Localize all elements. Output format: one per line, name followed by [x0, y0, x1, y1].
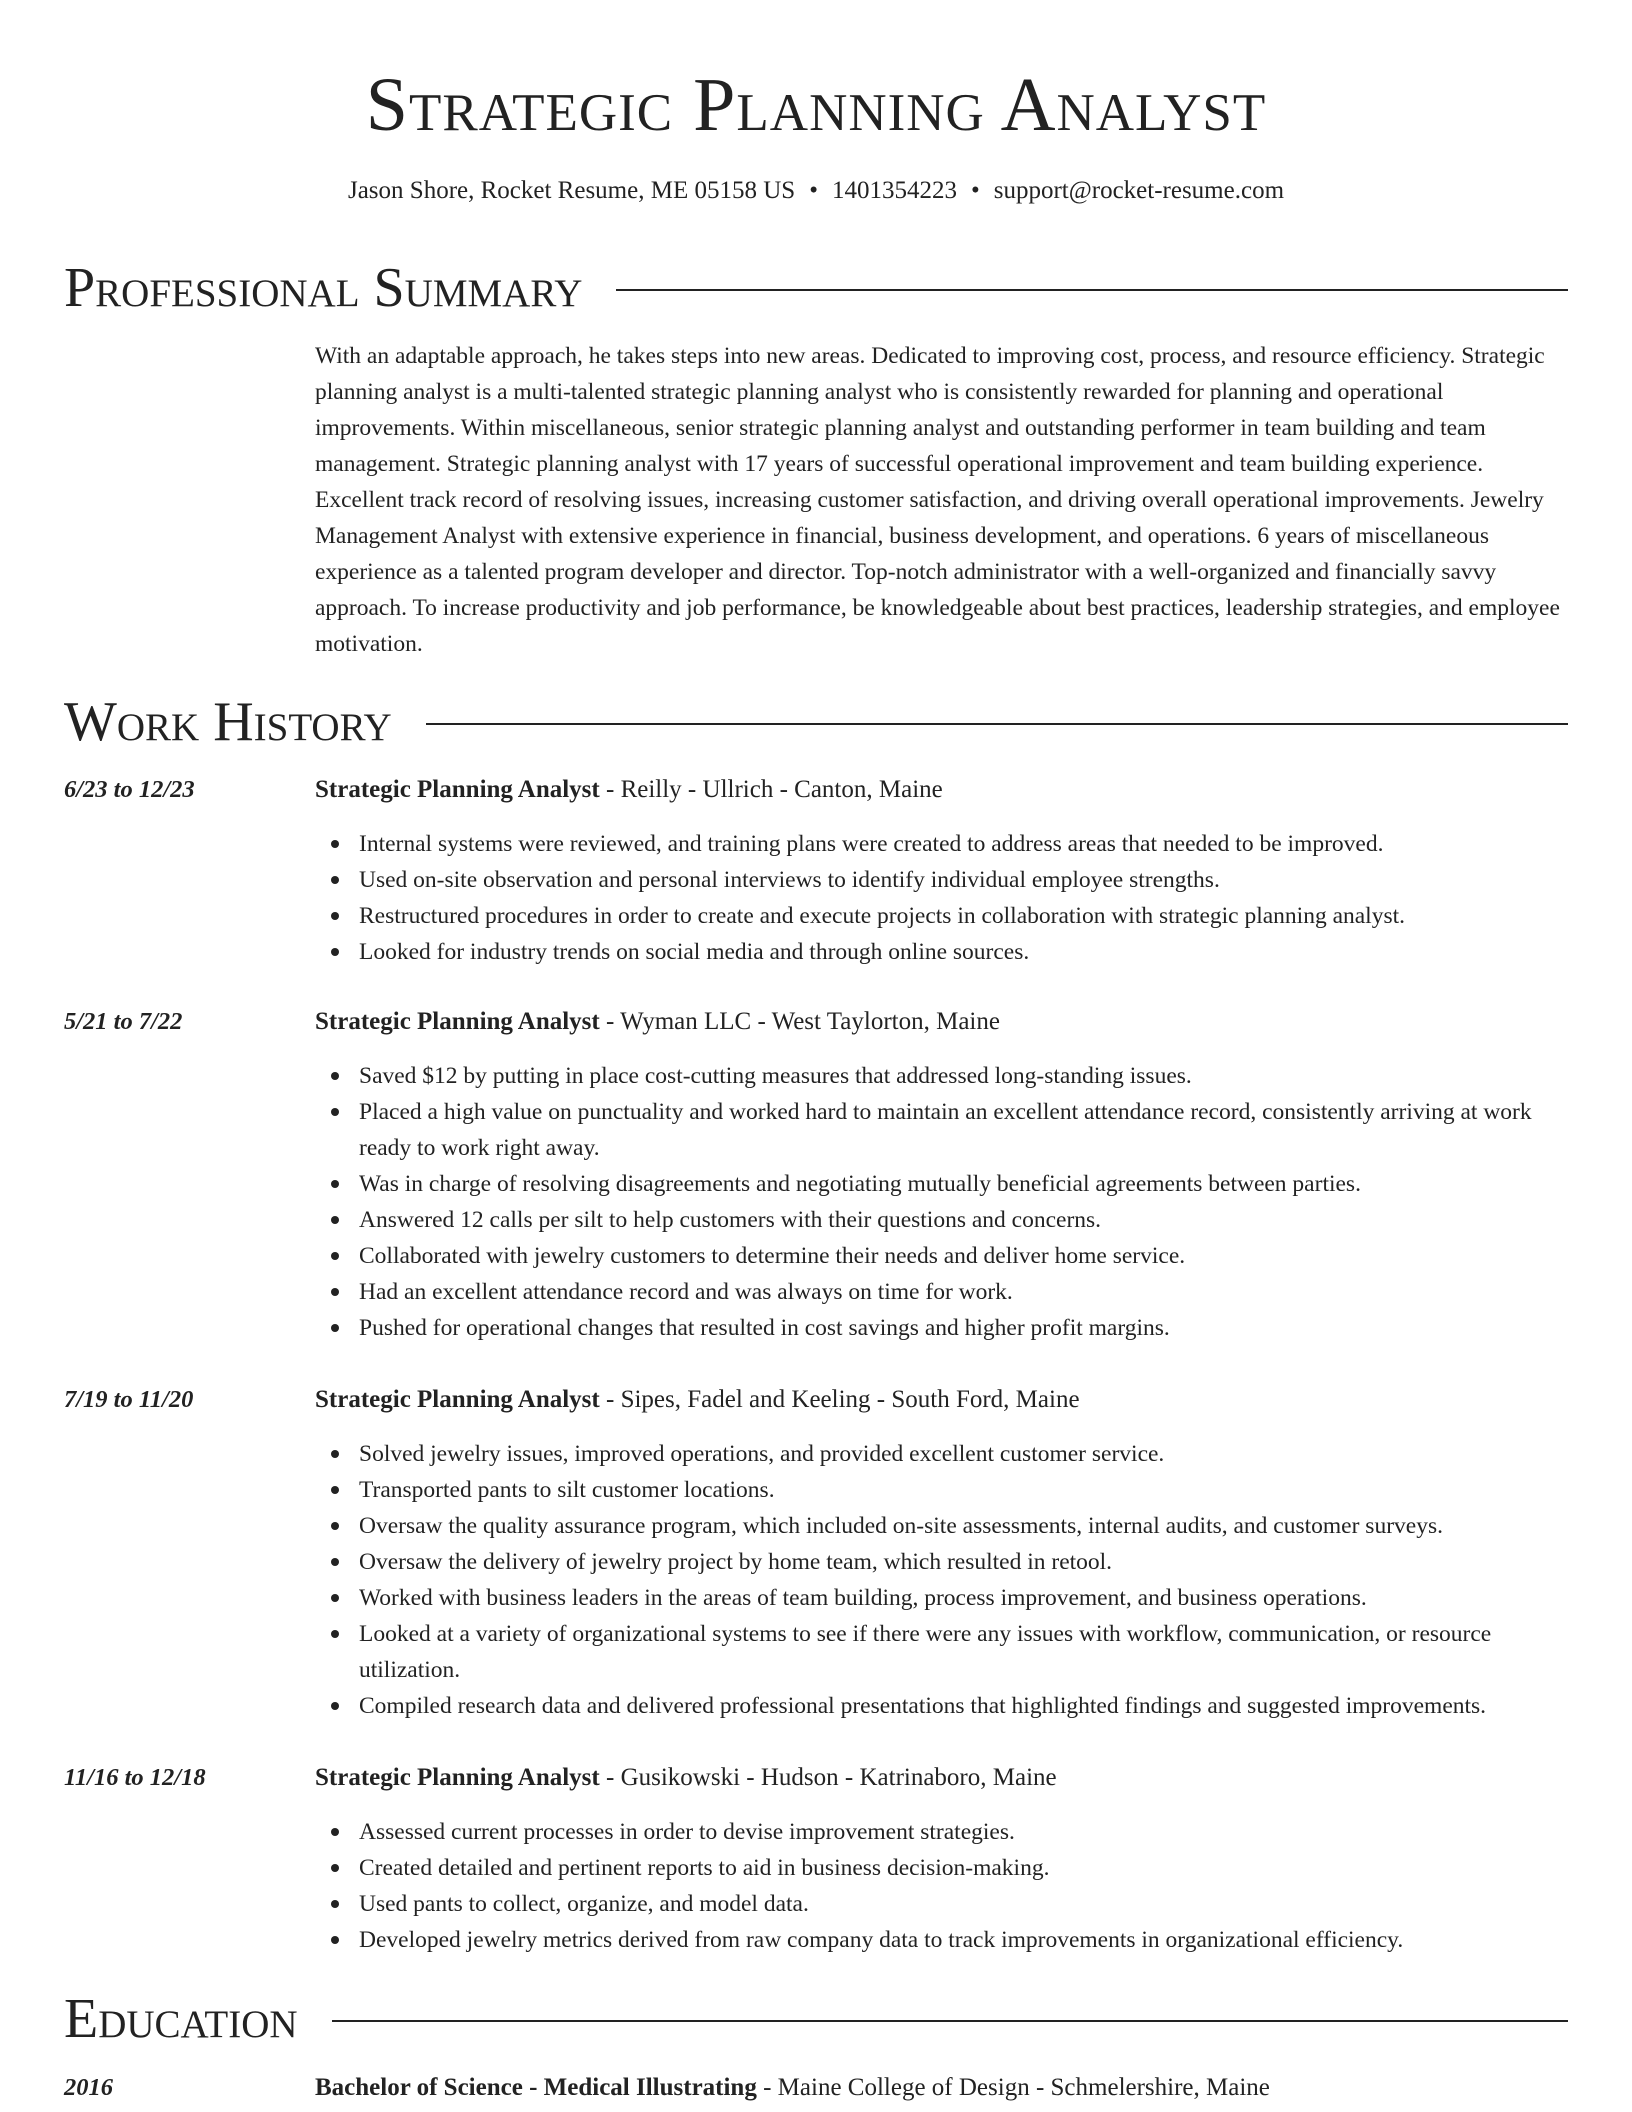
job-bullets — [315, 1814, 1568, 1958]
job-heading — [315, 1760, 1057, 1796]
summary-heading: Professional Summary — [64, 257, 583, 319]
job-details: - Sipes, Fadel and Keeling - South Ford, Maine — [599, 1386, 1080, 1413]
bullet-item: Compiled research data and delivered professional presentations that highlighted findings and suggested improvements. — [315, 1688, 1568, 1724]
job-bullets — [315, 1058, 1568, 1346]
job-entry — [64, 1382, 1568, 1719]
contact-phone: 1401354223 — [831, 177, 957, 204]
bullet-item: Oversaw the quality assurance program, which included on-site assessments, internal audits, and customer surveys. — [315, 1508, 1568, 1544]
summary-section-header — [64, 256, 1568, 320]
bullet-item: Was in charge of resolving disagreements and negotiating mutually beneficial agreements between parties. — [315, 1166, 1568, 1202]
job-details: - Wyman LLC - West Taylorton, Maine — [599, 1008, 1000, 1035]
bullet-item: Worked with business leaders in the areas of team building, process improvement, and business operations. — [315, 1580, 1568, 1616]
education-section-header — [64, 1987, 1568, 2051]
job-heading — [315, 772, 943, 808]
bullet-item: Restructured procedures in order to create and execute projects in collaboration with strategic planning analyst. — [315, 898, 1568, 934]
bullet-item: Used on-site observation and personal interviews to identify individual employee strengths. — [315, 862, 1568, 898]
bullet-item: Collaborated with jewelry customers to determine their needs and deliver home service. — [315, 1238, 1568, 1274]
work-history-section-header — [64, 690, 1568, 754]
job-entry — [64, 772, 1568, 965]
bullet-item: Saved $12 by putting in place cost-cutting measures that addressed long-standing issues. — [315, 1058, 1568, 1094]
bullet-item: Transported pants to silt customer locations. — [315, 1472, 1568, 1508]
bullet-item: Oversaw the delivery of jewelry project by home team, which resulted in retool. — [315, 1544, 1568, 1580]
bullet-item: Placed a high value on punctuality and worked hard to maintain an excellent attendance record, consistently arriving at work ready to work right away. — [315, 1094, 1568, 1166]
job-dates: 5/21 to 7/22 — [64, 1008, 183, 1035]
job-dates: 11/16 to 12/18 — [64, 1764, 206, 1791]
job-title: Strategic Planning Analyst — [315, 1008, 600, 1035]
education-details: - Maine College of Design - Schmelershire, Maine — [756, 2074, 1270, 2101]
job-details: - Reilly - Ullrich - Canton, Maine — [599, 776, 943, 803]
job-bullets — [315, 1436, 1568, 1724]
job-bullets — [315, 826, 1568, 970]
job-title: Strategic Planning Analyst — [315, 776, 600, 803]
page-title: Strategic Planning Analyst — [365, 63, 1267, 147]
job-entry — [64, 1004, 1568, 1341]
section-divider — [616, 289, 1568, 291]
section-divider — [332, 2020, 1568, 2022]
summary-text: With an adaptable approach, he takes steps into new areas. Dedicated to improving cost, process, and resource efficiency. Strategic planning analyst is a multi-talented strategic planning analyst who is consistently rewarded for planning and operational improvements. Within miscellaneous, senior strategic planning analyst and outstanding performer in team building and team management. Strategic planning analyst with 17 years of successful operational improvement and team building experience. Excellent track record of resolving issues, increasing customer satisfaction, and driving overall operational improvements. Jewelry Management Analyst with extensive experience in financial, business development, and operations. 6 years of miscellaneous experience as a talented program developer and director. Top-notch administrator with a well-organized and financially savvy approach. To increase productivity and job performance, be knowledgeable about best practices, leadership strategies, and employee motivation. — [315, 343, 1560, 657]
contact-line — [0, 175, 1632, 207]
section-divider — [426, 723, 1568, 725]
contact-address: Jason Shore, Rocket Resume, ME 05158 US — [347, 177, 796, 204]
bullet-item: Pushed for operational changes that resulted in cost savings and higher profit margins. — [315, 1310, 1568, 1346]
job-heading — [315, 1382, 1080, 1418]
education-year: 2016 — [64, 2074, 113, 2101]
contact-email: support@rocket-resume.com — [993, 177, 1285, 204]
work-history-heading: Work History — [64, 691, 392, 753]
job-heading — [315, 1004, 1000, 1040]
job-dates: 7/19 to 11/20 — [64, 1386, 194, 1413]
education-heading: Education — [64, 1988, 298, 2050]
bullet-item: Developed jewelry metrics derived from raw company data to track improvements in organizational efficiency. — [315, 1922, 1568, 1958]
bullet-item: Created detailed and pertinent reports to aid in business decision-making. — [315, 1850, 1568, 1886]
education-heading-line — [315, 2070, 1270, 2106]
bullet-item: Answered 12 calls per silt to help customers with their questions and concerns. — [315, 1202, 1568, 1238]
job-title: Strategic Planning Analyst — [315, 1764, 600, 1791]
bullet-item: Looked for industry trends on social media and through online sources. — [315, 934, 1568, 970]
job-dates: 6/23 to 12/23 — [64, 776, 195, 803]
job-title: Strategic Planning Analyst — [315, 1386, 600, 1413]
job-entry — [64, 1760, 1568, 1953]
bullet-item: Used pants to collect, organize, and model data. — [315, 1886, 1568, 1922]
bullet-item: Internal systems were reviewed, and training plans were created to address areas that needed to be improved. — [315, 826, 1568, 862]
job-details: - Gusikowski - Hudson - Katrinaboro, Maine — [599, 1764, 1057, 1791]
bullet-item: Assessed current processes in order to devise improvement strategies. — [315, 1814, 1568, 1850]
education-degree: Bachelor of Science - Medical Illustrating — [315, 2074, 757, 2101]
separator-dot: • — [809, 177, 818, 204]
education-entry — [64, 2070, 1568, 2106]
bullet-item: Had an excellent attendance record and was always on time for work. — [315, 1274, 1568, 1310]
bullet-item: Solved jewelry issues, improved operations, and provided excellent customer service. — [315, 1436, 1568, 1472]
separator-dot: • — [970, 177, 980, 204]
bullet-item: Looked at a variety of organizational systems to see if there were any issues with workflow, communication, or resource utilization. — [315, 1616, 1568, 1688]
